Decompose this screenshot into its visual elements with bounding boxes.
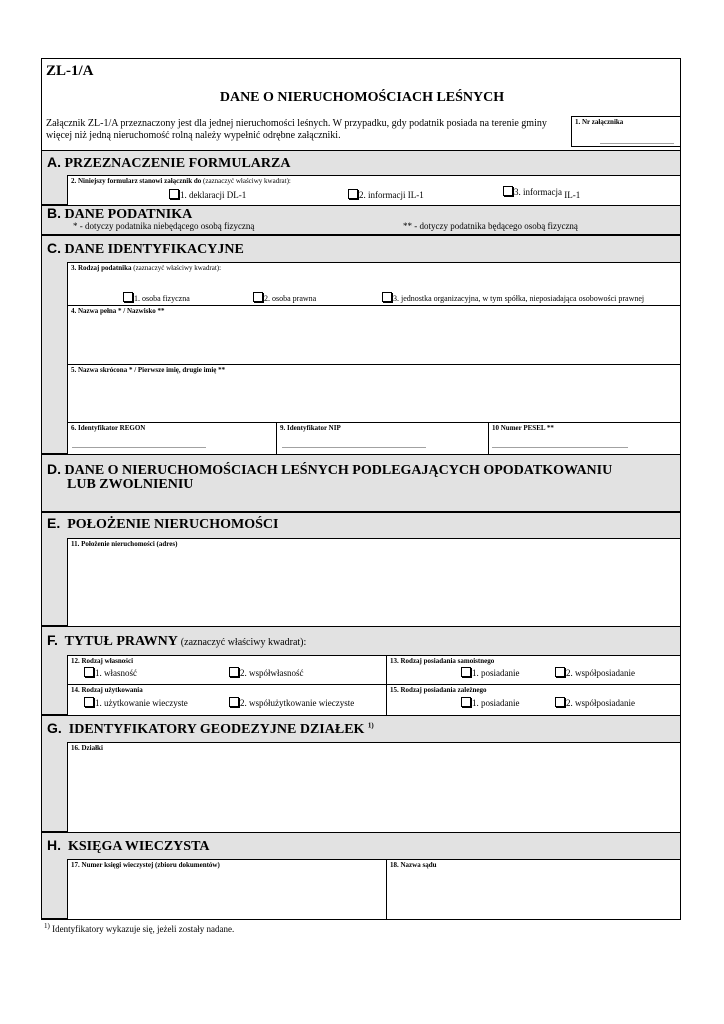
section-h-title: H. KSIĘGA WIECZYSTA: [47, 837, 210, 854]
option-perpetual-usufruct[interactable]: 1. użytkowanie wieczyste: [84, 697, 188, 708]
regon-field[interactable]: ...................................................................: [72, 441, 206, 450]
section-g-title: G. IDENTYFIKATORY GEODEZYJNE DZIAŁEK $^{1)}$: [47, 720, 374, 737]
attachment-number-label: 1. Nr załącznika: [575, 118, 624, 126]
section-e-title: E. POŁOŻENIE NIERUCHOMOŚCI: [47, 515, 279, 532]
divider: [67, 305, 680, 306]
intro-text: Załącznik ZL-1/A przeznaczony jest dla jednej nieruchomości leśnych. W przypadku, gdy podatnik posiada na terenie gminy więcej niż jedną nieruchomość rolną należy wypełnić odrębne załączniki.: [46, 118, 547, 141]
option-ownership[interactable]: 1. własność: [84, 667, 137, 678]
divider: [67, 684, 680, 685]
option-dl1[interactable]: 1. deklaracji DL-1: [169, 189, 246, 200]
field-15-label: 15. Rodzaj posiadania zależnego: [390, 686, 487, 694]
field-9-label: 9. Identyfikator NIP: [280, 424, 341, 432]
option-dependent-co-possession[interactable]: 2. współposiadanie: [555, 697, 635, 708]
field-5-label: 5. Nazwa skrócona * / Pierwsze imię, drugie imię **: [71, 366, 226, 374]
divider: [276, 422, 277, 454]
field-11-label: 11. Położenie nieruchomości (adres): [71, 540, 178, 548]
field-14-label: 14. Rodzaj użytkowania: [71, 686, 143, 694]
form-code: ZL-1/A: [46, 63, 94, 79]
option-possession[interactable]: 1. posiadanie: [461, 667, 520, 678]
checkbox-icon[interactable]: [503, 186, 513, 196]
checkbox-icon[interactable]: [555, 697, 565, 707]
court-name-field[interactable]: [387, 871, 679, 918]
location-field[interactable]: [67, 538, 680, 626]
field-13-label: 13. Rodzaj posiadania samoistnego: [390, 657, 495, 665]
option-co-possession[interactable]: 2. współposiadanie: [555, 667, 635, 678]
section-d-title-line2: LUB ZWOLNIENIU: [67, 477, 194, 492]
checkbox-icon[interactable]: [348, 189, 358, 199]
nip-field[interactable]: ........................................................................: [282, 441, 426, 450]
document-title: DANE O NIERUCHOMOŚCIACH LEŚNYCH: [219, 90, 505, 105]
divider: [67, 364, 680, 365]
field-18-label: 18. Nazwa sądu: [390, 861, 437, 869]
option-organizational-unit[interactable]: 3. jednostka organizacyjna, w tym spółka, nieposiadająca osobowości prawnej: [382, 292, 644, 303]
section-b-note-natural: ** - dotyczy podatnika będącego osobą fizyczną: [403, 221, 578, 231]
parcels-field[interactable]: [67, 742, 680, 832]
checkbox-icon[interactable]: [229, 697, 239, 707]
field-10-label: 10 Numer PESEL **: [492, 424, 554, 432]
option-natural-person[interactable]: 1. osoba fizyczna: [123, 292, 190, 303]
option-dependent-possession[interactable]: 1. posiadanie: [461, 697, 520, 708]
divider: [488, 422, 489, 454]
checkbox-icon[interactable]: [461, 697, 471, 707]
section-a-title: A. PRZEZNACZENIE FORMULARZA: [47, 154, 291, 171]
full-name-field[interactable]: [68, 316, 679, 363]
short-name-field[interactable]: [68, 375, 679, 421]
section-f-title: F. TYTUŁ PRAWNY (zaznaczyć właściwy kwadrat):: [47, 632, 307, 649]
checkbox-icon[interactable]: [169, 189, 179, 199]
section-b-note-legal: * - dotyczy podatnika niebędącego osobą fizyczną: [73, 221, 255, 231]
divider: [67, 422, 680, 423]
checkbox-icon[interactable]: [229, 667, 239, 677]
option-informacja-il1[interactable]: 3. informacja IL-1: [503, 186, 580, 197]
option-co-perpetual-usufruct[interactable]: 2. współużytkowanie wieczyste: [229, 697, 354, 708]
section-d-title: D. DANE O NIERUCHOMOŚCIACH LEŚNYCH PODLEGAJĄCYCH OPODATKOWANIU: [47, 461, 613, 478]
option-co-ownership[interactable]: 2. współwłasność: [229, 667, 304, 678]
checkbox-icon[interactable]: [84, 697, 94, 707]
field-2-label: 2. Niniejszy formularz stanowi załącznik do (zaznaczyć właściwy kwadrat):: [71, 177, 291, 185]
field-12-label: 12. Rodzaj własności: [71, 657, 134, 665]
section-c-title: C. DANE IDENTYFIKACYJNE: [47, 240, 244, 257]
option-legal-person[interactable]: 2. osoba prawna: [253, 292, 316, 303]
footnote: $^{1)}$ Identyfikatory wykazuje się, jeżeli zostały nadane.: [44, 922, 235, 934]
field-6-label: 6. Identyfikator REGON: [71, 424, 146, 432]
checkbox-icon[interactable]: [84, 667, 94, 677]
pesel-field[interactable]: ....................................................................: [492, 441, 628, 450]
field-16-label: 16. Działki: [71, 744, 103, 752]
checkbox-icon[interactable]: [555, 667, 565, 677]
divider: [386, 655, 387, 715]
checkbox-icon[interactable]: [253, 292, 263, 302]
checkbox-icon[interactable]: [461, 667, 471, 677]
section-b-title: B. DANE PODATNIKA: [47, 205, 193, 222]
checkbox-icon[interactable]: [123, 292, 133, 302]
land-register-number-field[interactable]: [68, 871, 385, 918]
field-4-label: 4. Nazwa pełna * / Nazwisko **: [71, 307, 165, 315]
field-3-label: 3. Rodzaj podatnika (zaznaczyć właściwy kwadrat):: [71, 264, 222, 272]
field-17-label: 17. Numer księgi wieczystej (zbioru dokumentów): [71, 861, 220, 869]
attachment-number-dots: .....................................: [600, 137, 674, 146]
option-il1[interactable]: 2. informacji IL-1: [348, 189, 424, 200]
checkbox-icon[interactable]: [382, 292, 392, 302]
